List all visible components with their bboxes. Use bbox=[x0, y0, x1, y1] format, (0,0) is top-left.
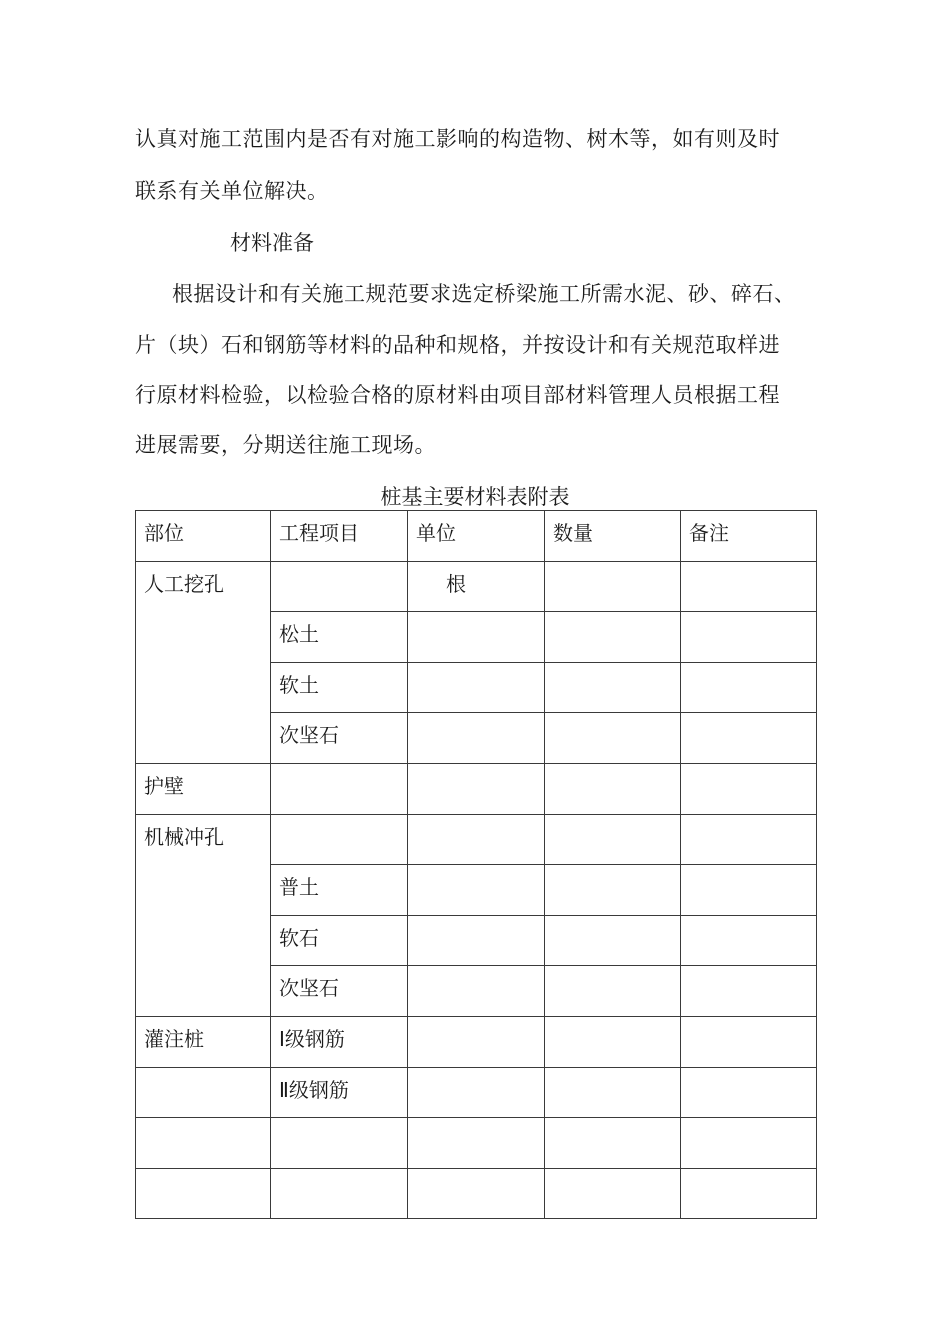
cell-part bbox=[136, 1067, 271, 1118]
table-row bbox=[136, 561, 817, 612]
cell-qty bbox=[545, 1168, 681, 1219]
cell-item: 次坚石 bbox=[271, 713, 408, 764]
cell-item bbox=[271, 763, 408, 814]
cell-qty bbox=[545, 1067, 681, 1118]
materials-table bbox=[135, 510, 817, 1219]
cell-qty bbox=[545, 763, 681, 814]
header-note: 备注 bbox=[681, 511, 817, 562]
cell-note bbox=[681, 1118, 817, 1169]
paragraph-1-line-2: 联系有关单位解决。 bbox=[135, 179, 329, 203]
cell-note bbox=[681, 814, 817, 865]
cell-item bbox=[271, 561, 408, 612]
cell-unit bbox=[408, 763, 545, 814]
header-part: 部位 bbox=[136, 511, 271, 562]
cell-unit bbox=[408, 1067, 545, 1118]
cell-part: 护壁 bbox=[136, 763, 271, 814]
table-row bbox=[136, 1118, 817, 1169]
table-row bbox=[136, 814, 817, 865]
cell-part: 人工挖孔 bbox=[136, 561, 271, 763]
cell-qty bbox=[545, 966, 681, 1017]
paragraph-2-line-1: 根据设计和有关施工规范要求选定桥梁施工所需水泥、砂、碎石、 bbox=[172, 282, 796, 306]
cell-qty bbox=[545, 1118, 681, 1169]
table-header-row bbox=[136, 511, 817, 562]
cell-unit bbox=[408, 662, 545, 713]
paragraph-2-line-3: 行原材料检验，以检验合格的原材料由项目部材料管理人员根据工程 bbox=[135, 383, 780, 407]
cell-item: 松土 bbox=[271, 612, 408, 663]
cell-qty bbox=[545, 865, 681, 916]
cell-item bbox=[271, 1118, 408, 1169]
cell-item bbox=[271, 814, 408, 865]
cell-unit bbox=[408, 814, 545, 865]
cell-note bbox=[681, 915, 817, 966]
cell-note bbox=[681, 561, 817, 612]
header-unit: 单位 bbox=[408, 511, 545, 562]
cell-item: 软石 bbox=[271, 915, 408, 966]
paragraph-2-line-2: 片（块）石和钢筋等材料的品种和规格，并按设计和有关规范取样进 bbox=[135, 333, 780, 357]
cell-unit bbox=[408, 1016, 545, 1067]
cell-qty bbox=[545, 1016, 681, 1067]
cell-qty bbox=[545, 662, 681, 713]
table-title: 桩基主要材料表附表 bbox=[380, 485, 570, 509]
cell-note bbox=[681, 1168, 817, 1219]
table-row bbox=[136, 1067, 817, 1118]
cell-unit bbox=[408, 612, 545, 663]
cell-unit: 根 bbox=[408, 561, 545, 612]
cell-unit bbox=[408, 966, 545, 1017]
cell-qty bbox=[545, 915, 681, 966]
cell-note bbox=[681, 1067, 817, 1118]
cell-item: 普土 bbox=[271, 865, 408, 916]
cell-unit bbox=[408, 1118, 545, 1169]
paragraph-1-line-1: 认真对施工范围内是否有对施工影响的构造物、树木等，如有则及时 bbox=[135, 127, 780, 151]
table-row bbox=[136, 1168, 817, 1219]
cell-note bbox=[681, 763, 817, 814]
cell-qty bbox=[545, 612, 681, 663]
cell-note bbox=[681, 1016, 817, 1067]
cell-qty bbox=[545, 814, 681, 865]
cell-unit bbox=[408, 865, 545, 916]
cell-part bbox=[136, 1118, 271, 1169]
table-row bbox=[136, 763, 817, 814]
cell-item: 软土 bbox=[271, 662, 408, 713]
cell-unit bbox=[408, 1168, 545, 1219]
cell-part: 机械冲孔 bbox=[136, 814, 271, 1016]
cell-qty bbox=[545, 713, 681, 764]
cell-part bbox=[136, 1168, 271, 1219]
cell-unit bbox=[408, 713, 545, 764]
header-item: 工程项目 bbox=[271, 511, 408, 562]
cell-item: Ⅰ级钢筋 bbox=[271, 1016, 408, 1067]
header-qty: 数量 bbox=[545, 511, 681, 562]
cell-note bbox=[681, 966, 817, 1017]
paragraph-2-line-4: 进展需要，分期送往施工现场。 bbox=[135, 433, 436, 457]
cell-part: 灌注桩 bbox=[136, 1016, 271, 1067]
cell-item bbox=[271, 1168, 408, 1219]
cell-note bbox=[681, 713, 817, 764]
cell-item: Ⅱ级钢筋 bbox=[271, 1067, 408, 1118]
cell-note bbox=[681, 612, 817, 663]
table-row bbox=[136, 1016, 817, 1067]
cell-qty bbox=[545, 561, 681, 612]
cell-unit bbox=[408, 915, 545, 966]
cell-item: 次坚石 bbox=[271, 966, 408, 1017]
cell-note bbox=[681, 662, 817, 713]
section-heading: 材料准备 bbox=[230, 231, 314, 255]
cell-note bbox=[681, 865, 817, 916]
